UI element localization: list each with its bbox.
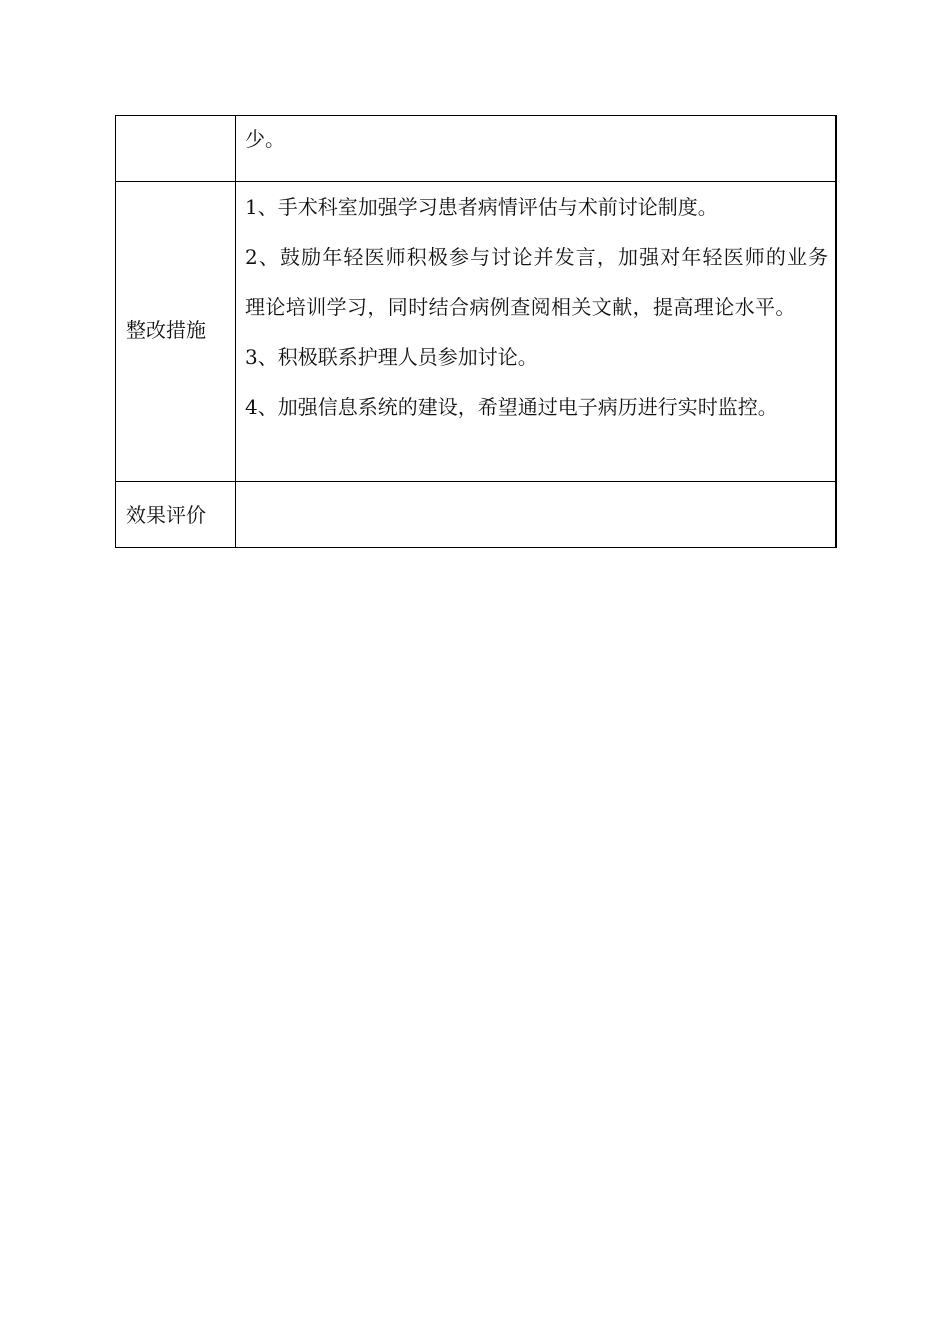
measure-item-4: 4、加强信息系统的建设，希望通过电子病历进行实时监控。 (245, 395, 778, 419)
row-label-rectification-measures: 整改措施 (116, 182, 236, 482)
measure-item-2: 2、鼓励年轻医师积极参与讨论并发言，加强对年轻医师的业务理论培训学习，同时结合病例查阅相关文献，提高理论水平。 (245, 245, 829, 319)
measure-item-1: 1、手术科室加强学习患者病情评估与术前讨论制度。 (245, 195, 718, 219)
measure-item-3: 3、积极联系护理人员参加讨论。 (245, 345, 538, 369)
table-row-effect-evaluation (116, 482, 836, 548)
table-row-rectification-measures (116, 182, 836, 482)
row-label-empty (116, 116, 236, 182)
row-content-effect-evaluation (236, 482, 836, 548)
document-table (115, 115, 837, 548)
continued-text: 少。 (245, 127, 285, 151)
row-label-effect-evaluation: 效果评价 (116, 482, 236, 548)
row-content-rectification-measures (236, 182, 836, 482)
row-content-continued (236, 116, 836, 182)
table-row-continued (116, 116, 836, 182)
